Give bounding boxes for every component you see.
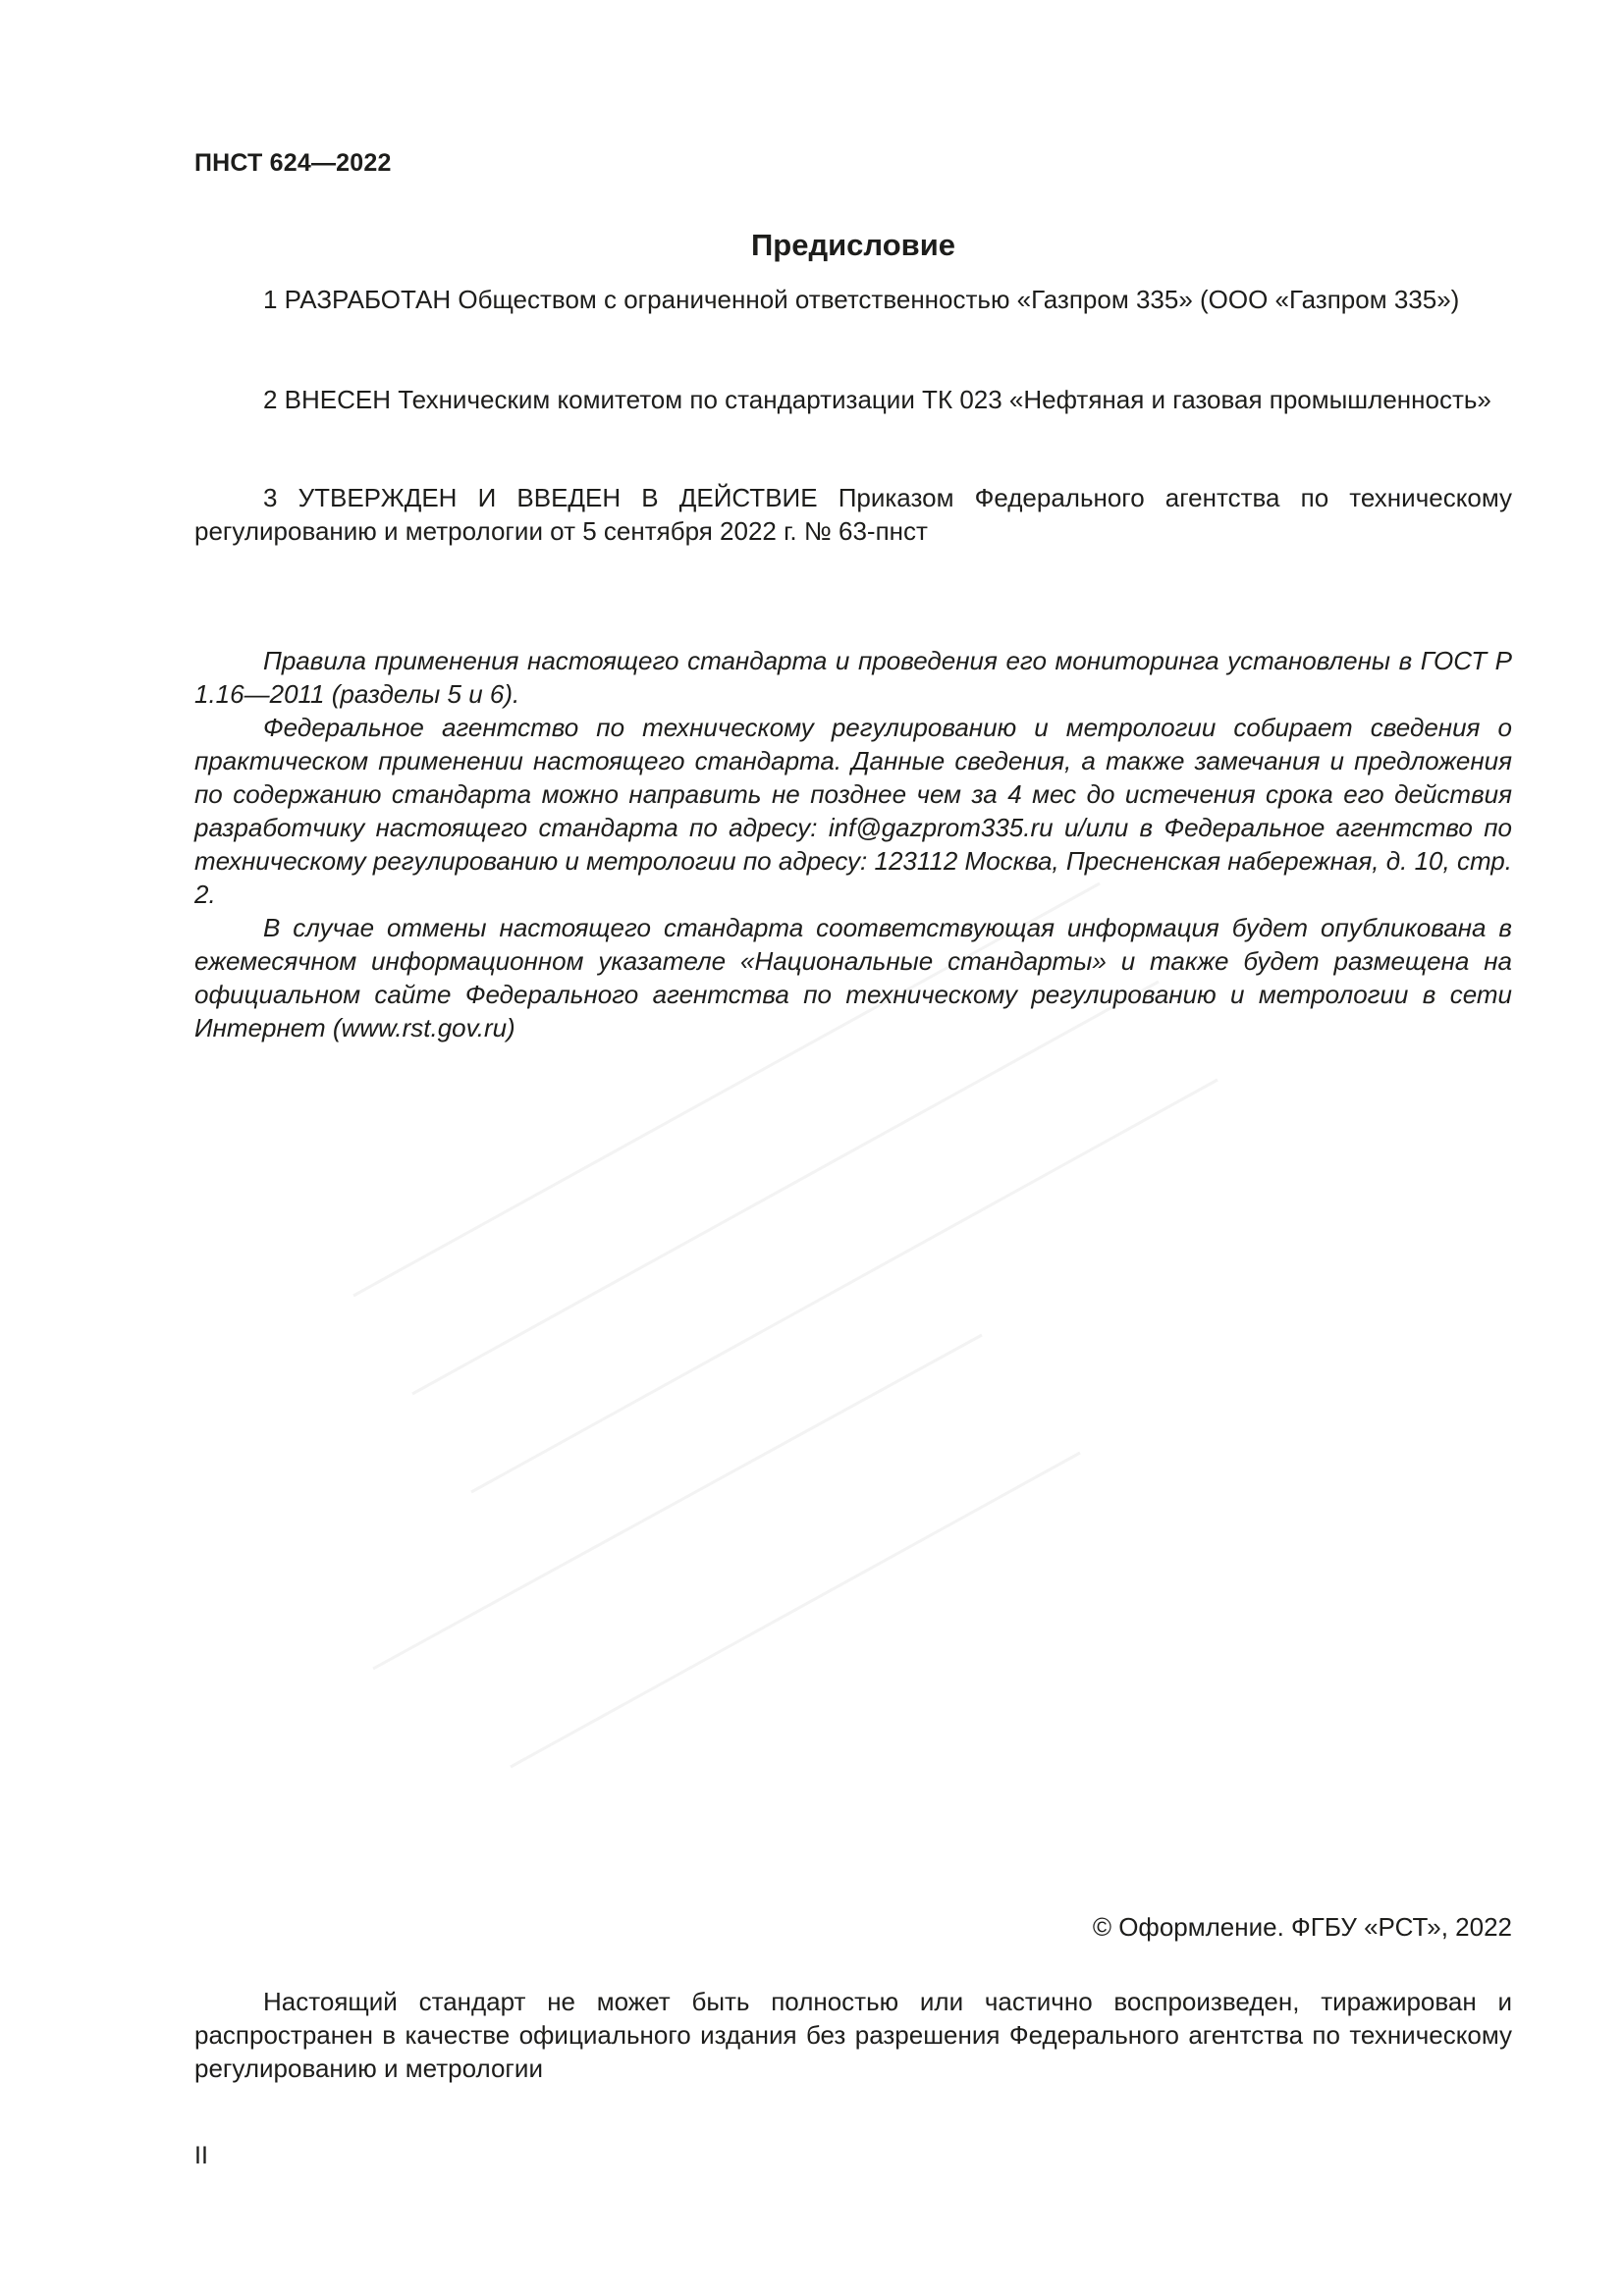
foreword-item-developed: 1 РАЗРАБОТАН Обществом с ограниченной ответственностью «Газпром 335» (ООО «Газпром 335») [263, 285, 1460, 314]
copyright-line: © Оформление. ФГБУ «РСТ», 2022 [1092, 1912, 1512, 1942]
note-application-rules: Правила применения настоящего стандарта и проведения его мониторинга установлены в ГОСТ Р 1.16—2011 (разделы 5 и 6). [194, 646, 1512, 709]
note-feedback: Федеральное агентство по техническому регулированию и метрологии собирает сведения о практическом применении настоящего стандарта. Данные сведения, а также замечания и предложения по содержанию стандарта можно направить не позднее чем за 4 мес до истечения срока его действия разработчику настоящего стандарта по адресу: inf@gazprom335.ru и/или в Федеральное агентство по техническому регулированию и метрологии по адресу: 123112 Москва, Пресненская набережная, д. 10, стр. 2. [194, 713, 1512, 909]
page-number: II [194, 2142, 208, 2169]
note-cancellation: В случае отмены настоящего стандарта соответствующая информация будет опубликована в ежемесячном информационном указателе «Национальные стандарты» и также будет размещена на официальном сайте Федерального агентства по техническому регулированию и метрологии в сети Интернет (www.rst.gov.ru) [194, 913, 1512, 1042]
foreword-item-introduced: 2 ВНЕСЕН Техническим комитетом по стандартизации ТК 023 «Нефтяная и газовая промышленность» [263, 385, 1491, 414]
foreword-items [194, 283, 1512, 316]
standard-notes [194, 644, 1512, 1044]
foreword-item-approved: 3 УТВЕРЖДЕН И ВВЕДЕН В ДЕЙСТВИЕ Приказом Федерального агентства по техническому регулированию и метрологии от 5 сентября 2022 г. № 63-пнст [194, 483, 1512, 546]
document-id-header: ПНСТ 624—2022 [194, 149, 392, 177]
foreword-title: Предисловие [750, 228, 955, 262]
foreword-items [194, 481, 1512, 548]
reproduction-notice-block [194, 1985, 1512, 2085]
reproduction-notice: Настоящий стандарт не может быть полностью или частично воспроизведен, тиражирован и распространен в качестве официального издания без разрешения Федерального агентства по техническому регулированию и метрологии [194, 1987, 1512, 2083]
foreword-items [194, 383, 1512, 416]
